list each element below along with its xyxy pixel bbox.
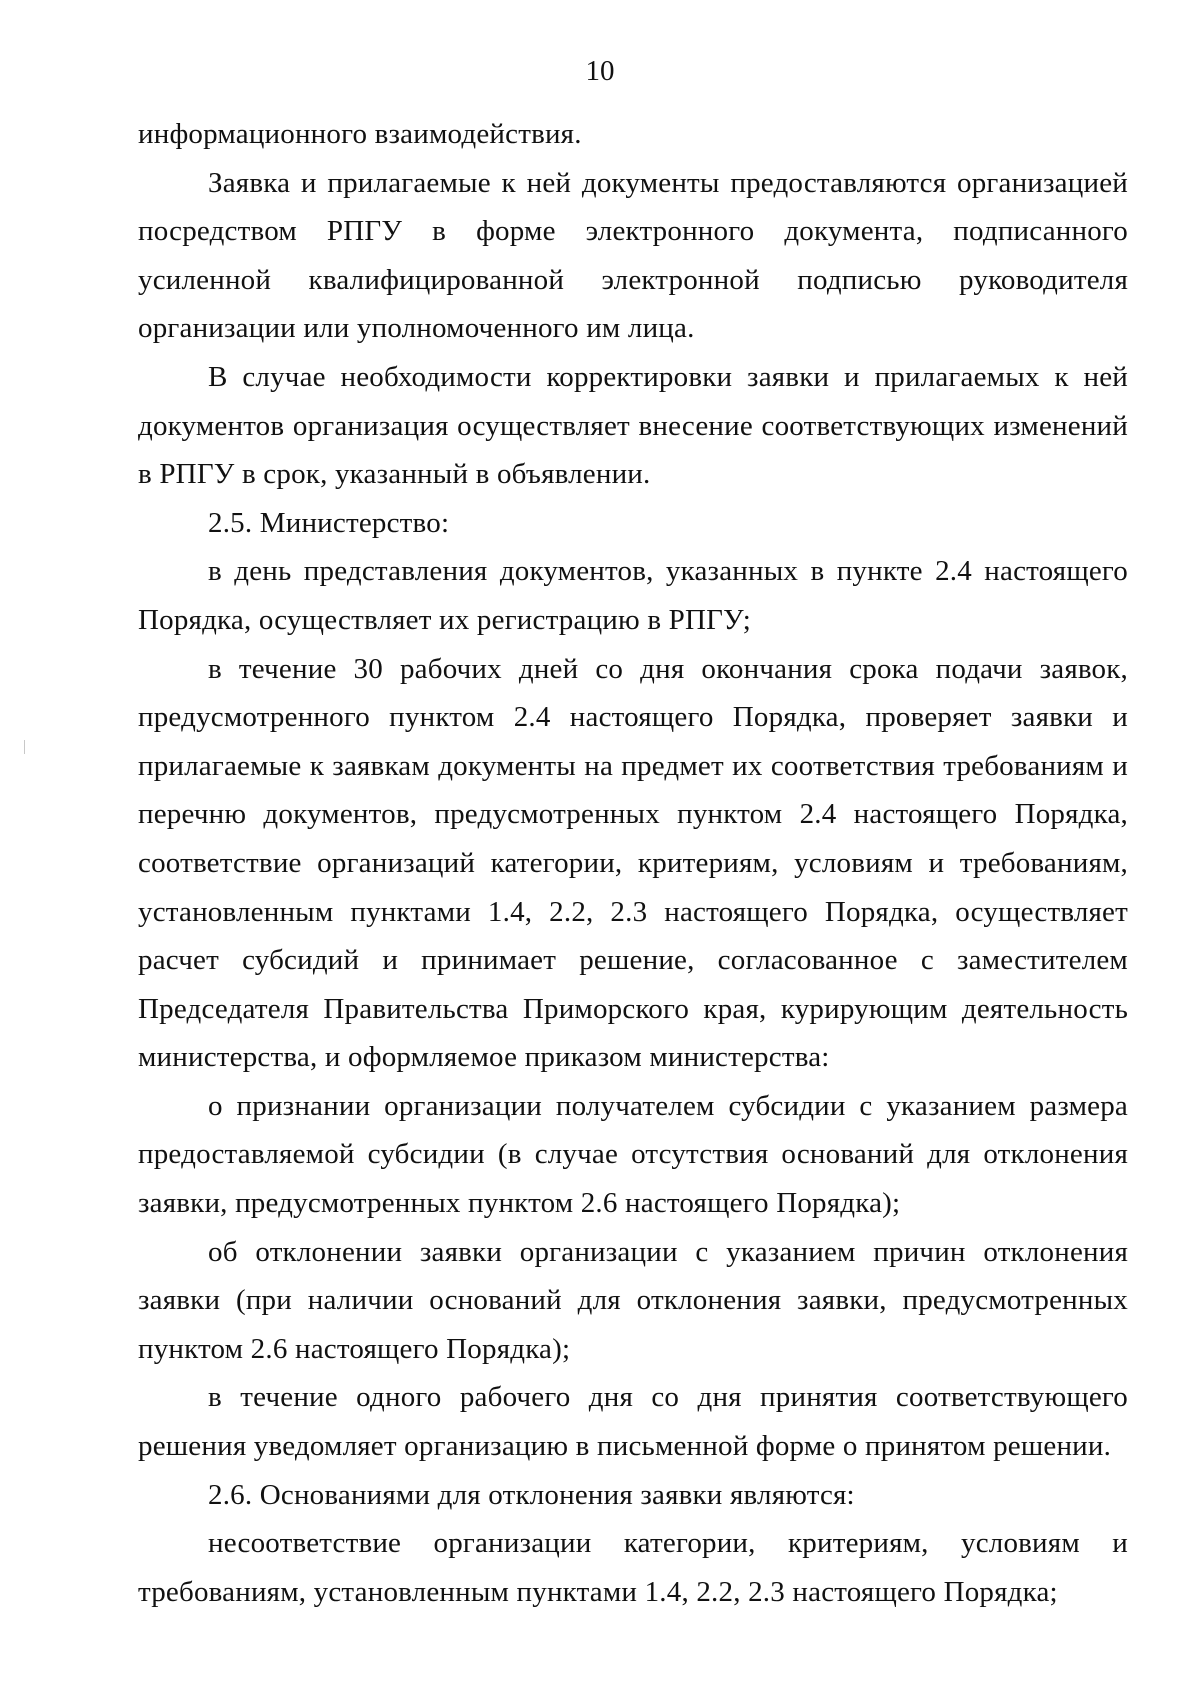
page-number: 10 xyxy=(585,55,615,87)
section-heading-2-6: 2.6. Основаниями для отклонения заявки являются: xyxy=(208,1478,855,1511)
paragraph-rejection-ground: несоответствие организации категории, критериям, условиям и требованиям, установленным пунктами 1.4, 2.2, 2.3 настоящего Порядка; xyxy=(138,1527,1128,1608)
paragraph-rejection: об отклонении заявки организации с указанием причин отклонения заявки (при наличии оснований для отклонения заявки, предусмотренных пунктом 2.6 настоящего Порядка); xyxy=(138,1235,1128,1365)
paragraph-application-correction: В случае необходимости корректировки заявки и прилагаемых к ней документов организация осуществляет внесение соответствующих изменений в РПГУ в срок, указанный в объявлении. xyxy=(138,360,1128,491)
section-heading-2-5: 2.5. Министерство: xyxy=(208,506,450,539)
paragraph-review-period: в течение 30 рабочих дней со дня окончания срока подачи заявок, предусмотренного пунктом 2.4 настоящего Порядка, проверяет заявки и прилагаемые к заявкам документы на предмет их соответствия требованиям и перечню документов, предусмотренных пунктом 2.4 настоящего Порядка, соответствие организаций категории, критериям, условиям и требованиям, установленным пунктами 1.4, 2.2, 2.3 настоящего Порядка, осуществляет расчет субсидий и принимает решение, согласованное с заместителем Председателя Правительства Приморского края, курирующим деятельность министерства, и оформляемое приказом министерства: xyxy=(138,652,1128,1074)
paragraph-registration: в день представления документов, указанных в пункте 2.4 настоящего Порядка, осуществляет их регистрацию в РПГУ; xyxy=(138,555,1128,636)
paragraph-continuation: информационного взаимодействия. xyxy=(138,118,582,150)
document-body xyxy=(138,110,1128,1616)
paragraph-application-submission: Заявка и прилагаемые к ней документы предоставляются организацией посредством РПГУ в форме электронного документа, подписанного усиленной квалифицированной электронной подписью руководителя организации или уполномоченного им лица. xyxy=(138,166,1128,345)
scan-artifact xyxy=(24,740,25,754)
paragraph-recognition: о признании организации получателем субсидии с указанием размера предоставляемой субсидии (в случае отсутствия оснований для отклонения заявки, предусмотренных пунктом 2.6 настоящего Порядка); xyxy=(138,1089,1128,1220)
paragraph-notification: в течение одного рабочего дня со дня принятия соответствующего решения уведомляет организацию в письменной форме о принятом решении. xyxy=(138,1381,1128,1463)
